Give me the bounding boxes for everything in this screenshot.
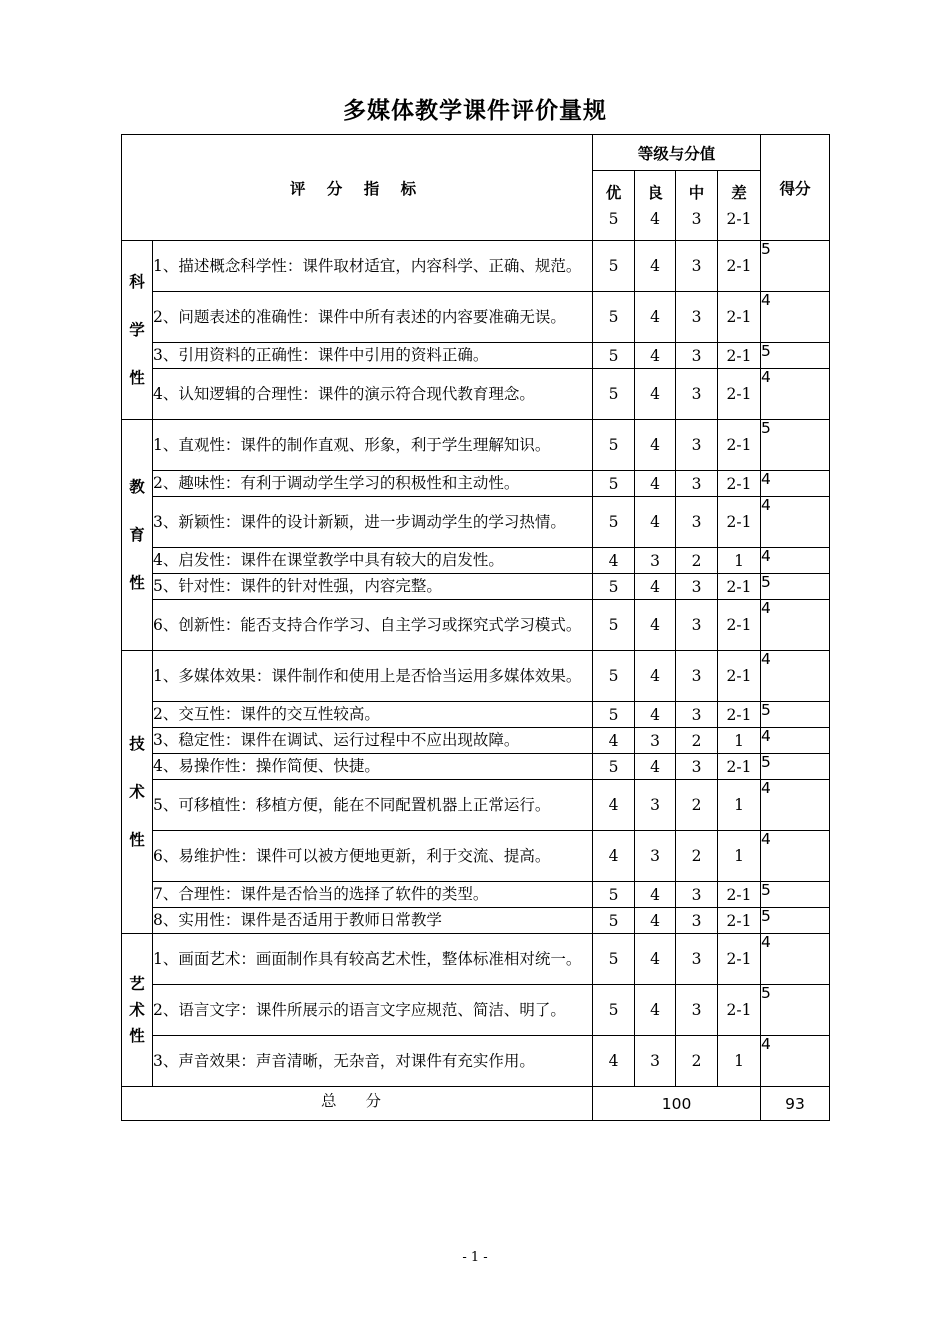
level-score: 3 [676, 369, 718, 420]
awarded-score: 4 [761, 780, 830, 831]
level-score: 5 [593, 369, 635, 420]
criterion-text: 4、启发性：课件在课堂教学中具有较大的启发性。 [153, 548, 593, 574]
category-char: 性 [129, 574, 145, 592]
awarded-score: 4 [761, 369, 830, 420]
level-score: 2-1 [718, 908, 761, 934]
level-score: 3 [676, 343, 718, 369]
header-row-top [122, 135, 830, 171]
awarded-score: 4 [761, 651, 830, 702]
level-score: 5 [593, 600, 635, 651]
level-value: 2-1 [726, 209, 752, 228]
level-score: 3 [635, 1036, 676, 1087]
level-score: 5 [593, 471, 635, 497]
level-score: 2-1 [718, 574, 761, 600]
levels-header: 等级与分值 [593, 135, 761, 171]
level-score: 2-1 [718, 369, 761, 420]
criterion-text: 2、语言文字：课件所展示的语言文字应规范、简洁、明了。 [153, 985, 593, 1036]
criterion-text: 6、易维护性：课件可以被方便地更新，利于交流、提高。 [153, 831, 593, 882]
criterion-row [122, 831, 830, 882]
level-score: 3 [676, 241, 718, 292]
level-score: 4 [593, 728, 635, 754]
level-score: 4 [635, 985, 676, 1036]
criterion-row [122, 882, 830, 908]
awarded-score: 5 [761, 908, 830, 934]
level-score: 4 [635, 343, 676, 369]
level-score: 4 [635, 600, 676, 651]
awarded-score: 5 [761, 420, 830, 471]
criterion-text: 2、问题表述的准确性：课件中所有表述的内容要准确无误。 [153, 292, 593, 343]
criterion-row [122, 241, 830, 292]
criterion-row [122, 600, 830, 651]
level-score: 4 [635, 420, 676, 471]
criterion-text: 5、可移植性：移植方便，能在不同配置机器上正常运行。 [153, 780, 593, 831]
category-label [122, 420, 153, 651]
criterion-row [122, 574, 830, 600]
level-score: 5 [593, 651, 635, 702]
level-score: 4 [635, 292, 676, 343]
criterion-row [122, 651, 830, 702]
level-score: 5 [593, 882, 635, 908]
level-score: 5 [593, 985, 635, 1036]
criterion-text: 3、稳定性：课件在调试、运行过程中不应出现故障。 [153, 728, 593, 754]
level-score: 1 [718, 548, 761, 574]
criterion-text: 3、声音效果：声音清晰，无杂音，对课件有充实作用。 [153, 1036, 593, 1087]
category-char: 艺 [129, 975, 145, 993]
category-label [122, 241, 153, 420]
category-char: 技 [129, 735, 145, 753]
awarded-score: 4 [761, 497, 830, 548]
level-score: 3 [676, 471, 718, 497]
level-score: 4 [635, 471, 676, 497]
criterion-text: 4、易操作性：操作简便、快捷。 [153, 754, 593, 780]
level-name: 差 [731, 183, 747, 202]
criterion-row [122, 548, 830, 574]
level-score: 4 [635, 574, 676, 600]
level-score: 2-1 [718, 985, 761, 1036]
category-char: 科 [129, 273, 145, 291]
total-score: 93 [761, 1087, 830, 1121]
criterion-row [122, 497, 830, 548]
total-row [122, 1087, 830, 1121]
document-title: 多媒体教学课件评价量规 [343, 98, 607, 124]
level-score: 2-1 [718, 754, 761, 780]
criterion-row [122, 780, 830, 831]
level-score: 1 [718, 1036, 761, 1087]
level-excellent [593, 171, 635, 241]
level-good [635, 171, 676, 241]
level-score: 2 [676, 548, 718, 574]
level-score: 4 [635, 241, 676, 292]
level-score: 2-1 [718, 497, 761, 548]
level-value: 3 [691, 209, 702, 228]
level-score: 1 [718, 780, 761, 831]
level-score: 3 [676, 420, 718, 471]
score-header: 得分 [761, 135, 830, 241]
level-score: 2 [676, 831, 718, 882]
level-score: 5 [593, 934, 635, 985]
awarded-score: 5 [761, 702, 830, 728]
awarded-score: 4 [761, 728, 830, 754]
criterion-text: 8、实用性：课件是否适用于教师日常教学 [153, 908, 593, 934]
level-score: 3 [676, 497, 718, 548]
level-score: 2-1 [718, 651, 761, 702]
criterion-row [122, 934, 830, 985]
level-score: 2 [676, 728, 718, 754]
level-score: 2-1 [718, 420, 761, 471]
level-score: 4 [635, 934, 676, 985]
awarded-score: 5 [761, 574, 830, 600]
level-score: 4 [593, 780, 635, 831]
level-value: 5 [608, 209, 619, 228]
level-score: 3 [676, 574, 718, 600]
criterion-text: 2、交互性：课件的交互性较高。 [153, 702, 593, 728]
category-char: 术 [129, 783, 145, 801]
criterion-text: 3、引用资料的正确性：课件中引用的资料正确。 [153, 343, 593, 369]
level-score: 5 [593, 908, 635, 934]
criterion-row [122, 292, 830, 343]
awarded-score: 5 [761, 343, 830, 369]
criterion-text: 4、认知逻辑的合理性：课件的演示符合现代教育理念。 [153, 369, 593, 420]
level-score: 5 [593, 343, 635, 369]
category-char: 性 [129, 369, 145, 387]
awarded-score: 5 [761, 985, 830, 1036]
level-score: 2-1 [718, 882, 761, 908]
level-score: 3 [635, 780, 676, 831]
level-score: 5 [593, 754, 635, 780]
level-score: 5 [593, 702, 635, 728]
criterion-row [122, 471, 830, 497]
rubric-table [121, 134, 830, 1121]
level-name: 优 [605, 183, 622, 202]
level-score: 3 [635, 728, 676, 754]
total-max: 100 [593, 1087, 761, 1121]
criterion-row [122, 420, 830, 471]
level-score: 3 [635, 548, 676, 574]
level-score: 3 [676, 600, 718, 651]
level-score: 3 [635, 831, 676, 882]
level-score: 5 [593, 292, 635, 343]
category-char: 育 [129, 526, 145, 544]
level-score: 3 [676, 882, 718, 908]
awarded-score: 5 [761, 241, 830, 292]
level-score: 4 [635, 908, 676, 934]
level-name: 良 [647, 183, 663, 202]
level-score: 2-1 [718, 292, 761, 343]
level-score: 5 [593, 241, 635, 292]
level-score: 2-1 [718, 241, 761, 292]
criterion-text: 1、画面艺术：画面制作具有较高艺术性，整体标准相对统一。 [153, 934, 593, 985]
level-score: 4 [593, 548, 635, 574]
level-poor [718, 171, 761, 241]
criterion-text: 1、描述概念科学性：课件取材适宜，内容科学、正确、规范。 [153, 241, 593, 292]
level-score: 4 [635, 651, 676, 702]
criterion-row [122, 369, 830, 420]
level-score: 3 [676, 702, 718, 728]
criterion-row [122, 728, 830, 754]
criterion-text: 1、直观性：课件的制作直观、形象，利于学生理解知识。 [153, 420, 593, 471]
total-label: 总 分 [122, 1087, 593, 1121]
level-score: 5 [593, 574, 635, 600]
category-label [122, 934, 153, 1087]
criterion-text: 3、新颖性：课件的设计新颖，进一步调动学生的学习热情。 [153, 497, 593, 548]
criterion-text: 7、合理性：课件是否恰当的选择了软件的类型。 [153, 882, 593, 908]
level-score: 5 [593, 497, 635, 548]
rubric-body [122, 135, 830, 1121]
category-char: 性 [129, 831, 145, 849]
category-char: 性 [129, 1027, 145, 1045]
level-score: 4 [635, 702, 676, 728]
level-score: 4 [593, 1036, 635, 1087]
level-value: 4 [650, 209, 660, 228]
level-name: 中 [688, 183, 705, 202]
criterion-row [122, 343, 830, 369]
level-score: 3 [676, 754, 718, 780]
awarded-score: 4 [761, 471, 830, 497]
level-score: 2-1 [718, 471, 761, 497]
level-score: 3 [676, 934, 718, 985]
criterion-text: 6、创新性：能否支持合作学习、自主学习或探究式学习模式。 [153, 600, 593, 651]
awarded-score: 4 [761, 831, 830, 882]
level-score: 4 [593, 831, 635, 882]
level-score: 2-1 [718, 600, 761, 651]
criterion-text: 5、针对性：课件的针对性强，内容完整。 [153, 574, 593, 600]
level-score: 4 [635, 497, 676, 548]
level-score: 4 [635, 882, 676, 908]
level-score: 4 [635, 369, 676, 420]
page-number: - 1 - [462, 1250, 488, 1265]
level-score: 2 [676, 780, 718, 831]
level-score: 4 [635, 754, 676, 780]
level-medium [676, 171, 718, 241]
awarded-score: 4 [761, 934, 830, 985]
level-score: 2-1 [718, 702, 761, 728]
awarded-score: 4 [761, 548, 830, 574]
category-char: 教 [129, 478, 145, 496]
level-score: 3 [676, 651, 718, 702]
level-score: 1 [718, 728, 761, 754]
level-score: 3 [676, 292, 718, 343]
criterion-row [122, 985, 830, 1036]
criterion-text: 1、多媒体效果：课件制作和使用上是否恰当运用多媒体效果。 [153, 651, 593, 702]
category-label [122, 651, 153, 934]
level-score: 2 [676, 1036, 718, 1087]
awarded-score: 4 [761, 600, 830, 651]
level-score: 2-1 [718, 343, 761, 369]
criterion-row [122, 754, 830, 780]
level-score: 3 [676, 985, 718, 1036]
criterion-row [122, 1036, 830, 1087]
criterion-row [122, 908, 830, 934]
awarded-score: 5 [761, 882, 830, 908]
criterion-row [122, 702, 830, 728]
criteria-header: 评 分 指 标 [122, 135, 593, 241]
level-score: 2-1 [718, 934, 761, 985]
category-char: 学 [129, 321, 145, 339]
level-score: 1 [718, 831, 761, 882]
level-score: 5 [593, 420, 635, 471]
awarded-score: 4 [761, 1036, 830, 1087]
criterion-text: 2、趣味性：有利于调动学生学习的积极性和主动性。 [153, 471, 593, 497]
category-char: 术 [129, 1001, 145, 1019]
awarded-score: 4 [761, 292, 830, 343]
level-score: 3 [676, 908, 718, 934]
awarded-score: 5 [761, 754, 830, 780]
